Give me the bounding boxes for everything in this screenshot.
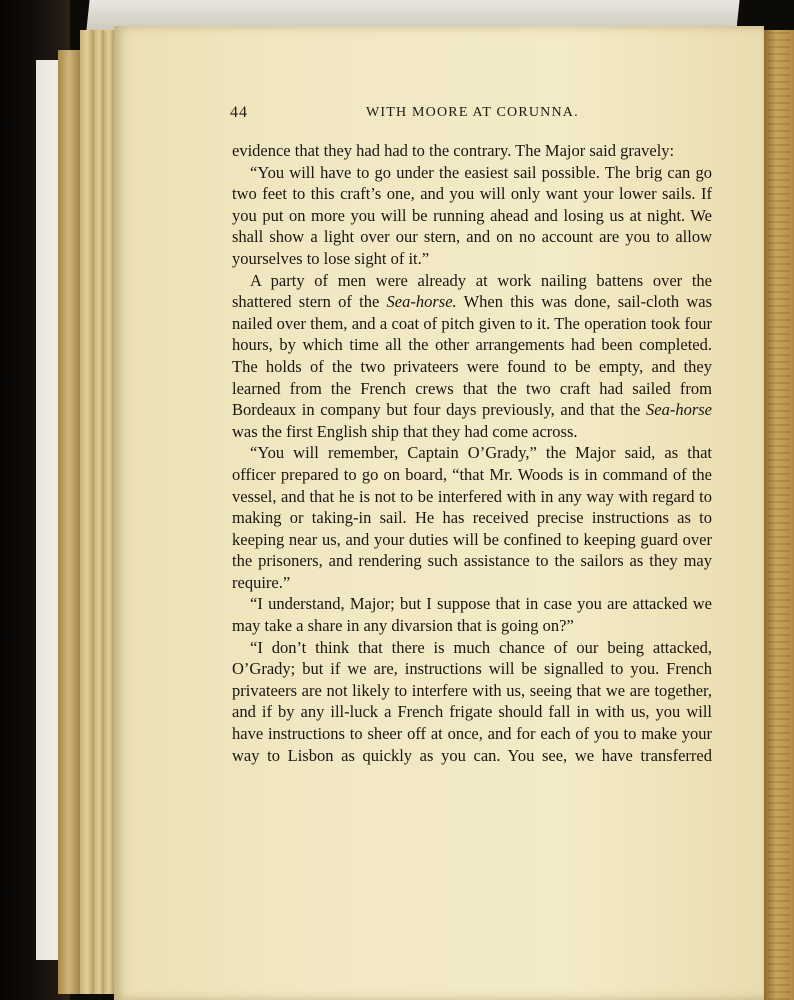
body-text — [232, 140, 712, 766]
paragraph: “I understand, Major; but I suppose that in case you are attacked we may take a share in any divarsion that is going on?” — [232, 594, 712, 636]
paragraph: “You will have to go under the easiest sail possible. The brig can go two feet to this craft’s one, and you will only want your lower sails. If you put on more you will be running ahead and losing us at night. We shall show a light over our stern, and on no account are you to allow yourselves to lose sight of it.” — [232, 162, 712, 268]
page-stack-edge — [58, 50, 81, 994]
book-spine-right — [764, 30, 794, 1000]
ship-name: Sea-horse. — [386, 292, 457, 312]
paragraph-text: A party of men were already at work nailing battens over the shattered stern of the — [232, 270, 712, 312]
paragraph — [232, 270, 712, 443]
page-stack-edge — [80, 30, 95, 994]
ship-name: Sea-horse — [646, 400, 712, 420]
paragraph-text: When this was done, sail-cloth was nailed over them, and a coat of pitch given to it. The operation took four hours, by which time all the other arrangements had been completed. The holds of the two privateers were found to be empty, and they learned from the French crews that the two craft had sailed from Bordeaux in company but four days previously, and that the — [232, 292, 712, 420]
paragraph-text: was the first English ship that they had come across. — [232, 421, 578, 441]
paragraph: evidence that they had had to the contrary. The Major said gravely: — [232, 141, 675, 160]
page-number: 44 — [230, 104, 248, 121]
running-head: WITH MOORE AT CORUNNA. — [366, 105, 579, 120]
page-header — [230, 104, 710, 126]
paragraph: “You will remember, Captain O’Grady,” the Major said, as that officer prepared to go on board, “that Mr. Woods is in command of the vessel, and that he is not to be interfered with in any way with regard to making or taking-in sail. He has received precise instructions as to keeping near us, and your duties will be confined to keeping guard over the prisoners, and rendering such assistance to the sailors as they may require.” — [232, 443, 712, 592]
paragraph: “I don’t think that there is much chance of our being attacked, O’Grady; but if we are, instructions will be signalled to you. French privateers are not likely to interfere with us, seeing that we are together, and if by any ill-luck a French frigate should fall in with us, you will have instructions to sheer off at once, and for each of you to make your way to Lisbon as quickly as you can. You see, we have transferred — [232, 637, 712, 765]
